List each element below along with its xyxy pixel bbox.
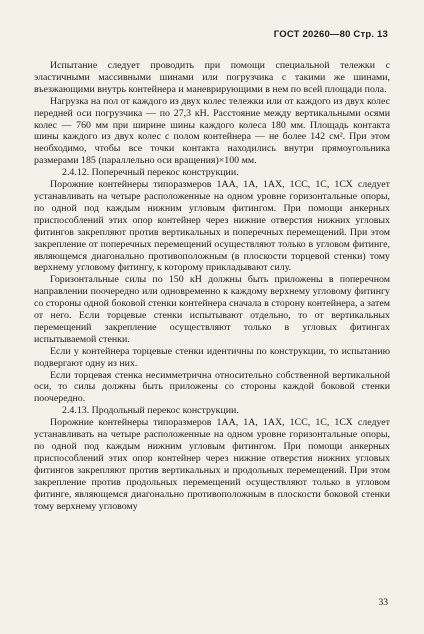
section-heading-2-4-13: 2.4.13. Продольный перекос конструкции.	[62, 405, 239, 417]
paragraph-asymmetric-wall: Если торцевая стенка несимметрична относительно собственной вертикальной оси, то силы должны быть приложены со стороны каждой боковой стенки поочередно.	[34, 369, 390, 405]
section-heading-2-4-12: 2.4.12. Поперечный перекос конструкции.	[62, 167, 239, 179]
paragraph-transverse-setup: Порожние контейнеры типоразмеров 1АА, 1А, 1АХ, 1СС, 1С, 1СХ следует устанавливать на четыре расположенные на одном уровне горизонтальные опоры, по одной под каждым нижним угловым фитингом. При помощи анкерных приспособлений этих опор контейнер через нижние отверстия нижних угловых фитингов закрепляют против вертикальных и поперечных перемещений. При этом закрепление от поперечных перемещений осуществляют только в угловом фитинге, являющемся диагонально противоположным (в плоскости торцевой стенки) тому верхнему угловому фитингу, к которому прикладывают силу.	[34, 179, 390, 274]
paragraph-identical-walls: Если у контейнера торцевые стенки идентичны по конструкции, то испытанию подвергают одну из них.	[34, 345, 390, 369]
paragraph-longitudinal-setup: Порожние контейнеры типоразмеров 1АА, 1А, 1АХ, 1СС, 1С, 1СХ следует устанавливать на четыре расположенные на одном уровне горизонтальные опоры, по одной под каждым нижним угловым фитингом. При помощи анкерных приспособлений этих опор контейнер через нижние отверстия нижних угловых фитингов закрепляют против вертикальных и продольных перемещений. При этом закрепление против продольных перемещений осуществляют только в угловом фитинге, являющемся диагонально противоположным в плоскости боковой стенки тому верхнему угловому	[34, 417, 390, 512]
paragraph-horizontal-forces: Горизонтальные силы по 150 кН должны быть приложены в поперечном направлении поочередно или одновременно к каждому верхнему угловому фитингу со стороны одной боковой стенки контейнера сначала в сторону контейнера, а затем от него. Если торцевые стенки испытывают отдельно, то от вертикальных перемещений закрепление осуществляют только в угловых фитингах испытываемой стенки.	[34, 274, 390, 345]
page-header: ГОСТ 20260—80 Стр. 13	[273, 29, 388, 40]
paragraph-test-method: Испытание следует проводить при помощи специальной тележки с эластичными массивными шинами или погрузчика с такими же шинами, въезжающими внутрь контейнера и маневрирующими в нем по всей площади пола.	[34, 60, 390, 95]
page-number: 33	[378, 598, 388, 608]
paragraph-floor-load: Нагрузка на пол от каждого из двух колес тележки или от каждого из двух колес передней оси погрузчика — по 27,3 кН. Расстояние между вертикальными осями колес — 760 мм при ширине шины каждого колеса 180 мм. Площадь контакта шины каждого из двух колес с полом контейнера — не более 142 см². При этом необходимо, чтобы все точки контакта находились внутри прямоугольника размерами 185 (параллельно оси вращения)×100 мм.	[34, 95, 390, 167]
document-body	[34, 60, 390, 512]
